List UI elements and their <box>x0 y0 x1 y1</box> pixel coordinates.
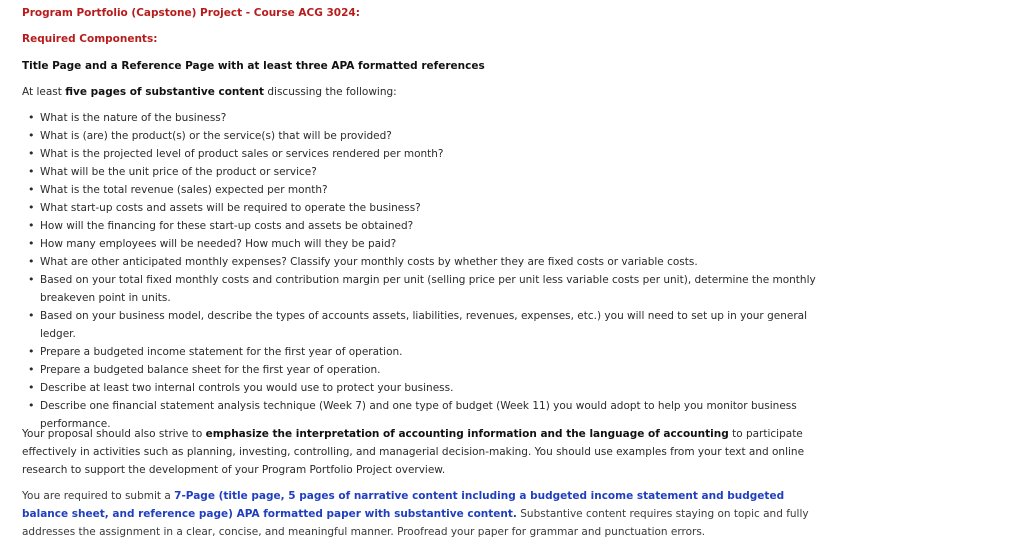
bullet-dot-icon: • <box>28 309 35 322</box>
list-item-text: What are other anticipated monthly expenses? Classify your monthly costs by whether they are fixed costs or variable costs. <box>40 256 698 268</box>
list-item <box>22 217 842 235</box>
proposal-post: to participate effectively in activities such as planning, investing, controlling, and managerial decision-making. You should use examples from your text and online research to support the development of your Program Portfolio Project overview. <box>22 428 805 476</box>
bullet-dot-icon: • <box>28 345 35 358</box>
requirement-pre: You are required to submit a <box>22 490 175 502</box>
bullet-dot-icon: • <box>28 273 35 286</box>
title-reference-requirement: Title Page and a Reference Page with at least three APA formatted references <box>22 60 485 72</box>
required-components-heading: Required Components: <box>22 33 158 45</box>
list-item-text: What is the nature of the business? <box>40 112 227 124</box>
bullet-dot-icon: • <box>28 183 35 196</box>
intro-pre: At least <box>22 86 66 98</box>
list-item-text: Based on your total fixed monthly costs and contribution margin per unit (selling price per unit less variable costs per unit), determine the monthly breakeven point in units. <box>40 274 816 304</box>
requirement-post: Substantive content requires staying on topic and fully addresses the assignment in a clear, concise, and meaningful manner. Proofread your paper for grammar and punctuation errors. <box>22 508 809 538</box>
bullet-dot-icon: • <box>28 201 35 214</box>
list-item <box>22 307 842 343</box>
list-item-text: What is (are) the product(s) or the service(s) that will be provided? <box>40 130 392 142</box>
bullet-dot-icon: • <box>28 111 35 124</box>
proposal-pre: Your proposal should also strive to <box>22 428 206 440</box>
bullet-dot-icon: • <box>28 381 35 394</box>
bullet-dot-icon: • <box>28 399 35 412</box>
bullet-dot-icon: • <box>28 147 35 160</box>
list-item <box>22 199 842 217</box>
intro-post: discussing the following: <box>264 86 397 98</box>
list-item <box>22 253 842 271</box>
list-item-text: What will be the unit price of the product or service? <box>40 166 317 178</box>
requirement-paragraph <box>22 487 822 541</box>
proposal-paragraph <box>22 425 822 479</box>
list-item <box>22 271 842 307</box>
bullet-dot-icon: • <box>28 129 35 142</box>
list-item-text: Describe at least two internal controls you would use to protect your business. <box>40 382 454 394</box>
page-title: Program Portfolio (Capstone) Project - Course ACG 3024: <box>22 7 360 19</box>
bullet-dot-icon: • <box>28 255 35 268</box>
bullet-dot-icon: • <box>28 219 35 232</box>
bullet-dot-icon: • <box>28 165 35 178</box>
list-item-text: Describe one financial statement analysis technique (Week 7) and one type of budget (Week 11) you would adopt to help you monitor business performance. <box>40 400 797 430</box>
list-item-text: Prepare a budgeted balance sheet for the first year of operation. <box>40 364 381 376</box>
list-item <box>22 127 842 145</box>
list-item <box>22 343 842 361</box>
list-item <box>22 109 842 127</box>
list-item <box>22 145 842 163</box>
list-item-text: Based on your business model, describe the types of accounts assets, liabilities, revenues, expenses, etc.) you will need to set up in your general ledger. <box>40 310 807 340</box>
list-item-text: Prepare a budgeted income statement for the first year of operation. <box>40 346 403 358</box>
requirements-list <box>22 109 842 433</box>
proposal-bold: emphasize the interpretation of accounting information and the language of accounting <box>205 428 729 440</box>
list-item <box>22 163 842 181</box>
list-item <box>22 361 842 379</box>
intro-line <box>22 83 397 101</box>
list-item-text: What is the projected level of product sales or services rendered per month? <box>40 148 444 160</box>
list-item-text: How will the financing for these start-up costs and assets be obtained? <box>40 220 414 232</box>
list-item-text: What start-up costs and assets will be required to operate the business? <box>40 202 421 214</box>
bullet-dot-icon: • <box>28 363 35 376</box>
list-item <box>22 181 842 199</box>
bullet-dot-icon: • <box>28 237 35 250</box>
list-item <box>22 379 842 397</box>
requirement-highlight: 7-Page (title page, 5 pages of narrative content including a budgeted income statement and budgeted balance sheet, and reference page) APA formatted paper with substantive content. <box>22 490 785 520</box>
list-item-text: How many employees will be needed? How much will they be paid? <box>40 238 397 250</box>
list-item-text: What is the total revenue (sales) expected per month? <box>40 184 328 196</box>
intro-bold: five pages of substantive content <box>65 86 265 98</box>
list-item <box>22 235 842 253</box>
